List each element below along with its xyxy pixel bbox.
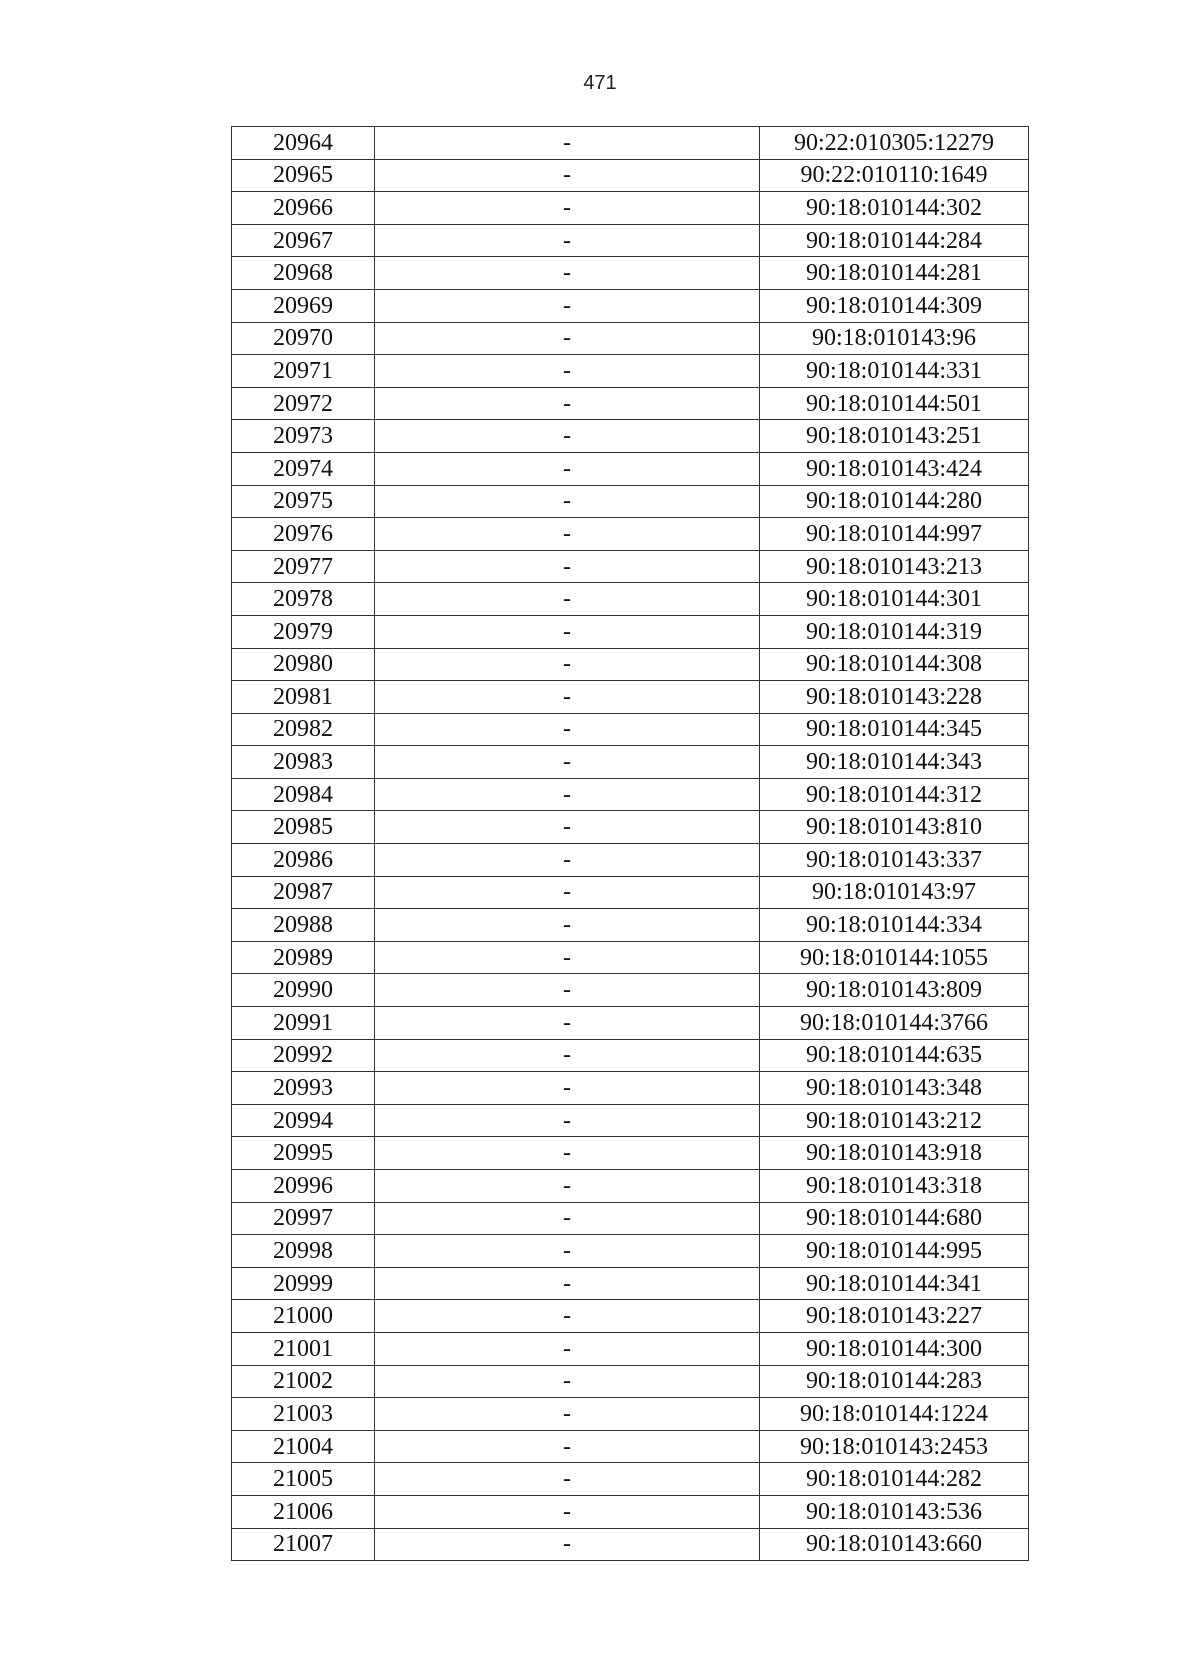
placeholder-cell: -	[375, 1235, 760, 1268]
row-number-cell: 20985	[232, 811, 375, 844]
table-row	[232, 648, 1029, 681]
placeholder-cell: -	[375, 583, 760, 616]
placeholder-cell: -	[375, 713, 760, 746]
table-row	[232, 355, 1029, 388]
placeholder-cell: -	[375, 1398, 760, 1431]
row-number-cell: 20967	[232, 224, 375, 257]
table-row	[232, 192, 1029, 225]
row-number-cell: 20993	[232, 1072, 375, 1105]
registry-table	[231, 126, 1029, 1561]
row-number-cell: 20987	[232, 876, 375, 909]
cadastral-number-cell: 90:18:010144:280	[760, 485, 1029, 518]
placeholder-cell: -	[375, 192, 760, 225]
row-number-cell: 20992	[232, 1039, 375, 1072]
row-number-cell: 20990	[232, 974, 375, 1007]
row-number-cell: 20989	[232, 941, 375, 974]
placeholder-cell: -	[375, 1137, 760, 1170]
cadastral-number-cell: 90:18:010143:660	[760, 1528, 1029, 1561]
placeholder-cell: -	[375, 778, 760, 811]
table-row	[232, 876, 1029, 909]
row-number-cell: 20980	[232, 648, 375, 681]
placeholder-cell: -	[375, 550, 760, 583]
table-row	[232, 778, 1029, 811]
cadastral-number-cell: 90:18:010143:809	[760, 974, 1029, 1007]
table-row	[232, 485, 1029, 518]
cadastral-number-cell: 90:18:010144:997	[760, 518, 1029, 551]
row-number-cell: 20964	[232, 127, 375, 160]
cadastral-number-cell: 90:18:010143:2453	[760, 1430, 1029, 1463]
table-row	[232, 681, 1029, 714]
table-row	[232, 974, 1029, 1007]
table-row	[232, 1528, 1029, 1561]
placeholder-cell: -	[375, 648, 760, 681]
table-row	[232, 420, 1029, 453]
table-row	[232, 224, 1029, 257]
row-number-cell: 20984	[232, 778, 375, 811]
cadastral-number-cell: 90:18:010144:309	[760, 289, 1029, 322]
row-number-cell: 20972	[232, 387, 375, 420]
row-number-cell: 21001	[232, 1332, 375, 1365]
table-row	[232, 1398, 1029, 1431]
cadastral-number-cell: 90:18:010144:281	[760, 257, 1029, 290]
table-row	[232, 615, 1029, 648]
row-number-cell: 21006	[232, 1495, 375, 1528]
cadastral-number-cell: 90:18:010144:995	[760, 1235, 1029, 1268]
row-number-cell: 20979	[232, 615, 375, 648]
row-number-cell: 20998	[232, 1235, 375, 1268]
table-row	[232, 1235, 1029, 1268]
placeholder-cell: -	[375, 1463, 760, 1496]
table-row	[232, 713, 1029, 746]
placeholder-cell: -	[375, 420, 760, 453]
row-number-cell: 20995	[232, 1137, 375, 1170]
row-number-cell: 20982	[232, 713, 375, 746]
placeholder-cell: -	[375, 746, 760, 779]
placeholder-cell: -	[375, 681, 760, 714]
row-number-cell: 20983	[232, 746, 375, 779]
cadastral-number-cell: 90:18:010143:810	[760, 811, 1029, 844]
row-number-cell: 20975	[232, 485, 375, 518]
placeholder-cell: -	[375, 1202, 760, 1235]
table-row	[232, 1072, 1029, 1105]
placeholder-cell: -	[375, 257, 760, 290]
row-number-cell: 20994	[232, 1104, 375, 1137]
row-number-cell: 20974	[232, 452, 375, 485]
cadastral-number-cell: 90:22:010110:1649	[760, 159, 1029, 192]
cadastral-number-cell: 90:18:010144:283	[760, 1365, 1029, 1398]
placeholder-cell: -	[375, 387, 760, 420]
table-row	[232, 127, 1029, 160]
cadastral-number-cell: 90:18:010144:345	[760, 713, 1029, 746]
placeholder-cell: -	[375, 1007, 760, 1040]
placeholder-cell: -	[375, 1300, 760, 1333]
placeholder-cell: -	[375, 1104, 760, 1137]
cadastral-number-cell: 90:18:010143:228	[760, 681, 1029, 714]
table-row	[232, 941, 1029, 974]
table-row	[232, 1332, 1029, 1365]
row-number-cell: 21002	[232, 1365, 375, 1398]
placeholder-cell: -	[375, 1170, 760, 1203]
placeholder-cell: -	[375, 1072, 760, 1105]
table-row	[232, 322, 1029, 355]
placeholder-cell: -	[375, 485, 760, 518]
table-row	[232, 1430, 1029, 1463]
cadastral-number-cell: 90:18:010144:3766	[760, 1007, 1029, 1040]
cadastral-number-cell: 90:18:010144:282	[760, 1463, 1029, 1496]
registry-table-body	[232, 127, 1029, 1561]
cadastral-number-cell: 90:18:010144:1055	[760, 941, 1029, 974]
placeholder-cell: -	[375, 452, 760, 485]
row-number-cell: 21004	[232, 1430, 375, 1463]
cadastral-number-cell: 90:18:010143:348	[760, 1072, 1029, 1105]
row-number-cell: 21005	[232, 1463, 375, 1496]
row-number-cell: 20999	[232, 1267, 375, 1300]
cadastral-number-cell: 90:18:010144:1224	[760, 1398, 1029, 1431]
cadastral-number-cell: 90:18:010144:319	[760, 615, 1029, 648]
cadastral-number-cell: 90:22:010305:12279	[760, 127, 1029, 160]
cadastral-number-cell: 90:18:010143:97	[760, 876, 1029, 909]
row-number-cell: 20977	[232, 550, 375, 583]
row-number-cell: 20991	[232, 1007, 375, 1040]
table-row	[232, 1365, 1029, 1398]
row-number-cell: 20973	[232, 420, 375, 453]
cadastral-number-cell: 90:18:010143:213	[760, 550, 1029, 583]
table-row	[232, 1463, 1029, 1496]
cadastral-number-cell: 90:18:010143:337	[760, 844, 1029, 877]
cadastral-number-cell: 90:18:010144:308	[760, 648, 1029, 681]
cadastral-number-cell: 90:18:010144:341	[760, 1267, 1029, 1300]
row-number-cell: 20978	[232, 583, 375, 616]
row-number-cell: 20996	[232, 1170, 375, 1203]
placeholder-cell: -	[375, 127, 760, 160]
table-row	[232, 1267, 1029, 1300]
cadastral-number-cell: 90:18:010144:680	[760, 1202, 1029, 1235]
cadastral-number-cell: 90:18:010144:284	[760, 224, 1029, 257]
placeholder-cell: -	[375, 159, 760, 192]
table-row	[232, 1104, 1029, 1137]
placeholder-cell: -	[375, 1365, 760, 1398]
page-number: 471	[583, 72, 617, 94]
placeholder-cell: -	[375, 1267, 760, 1300]
cadastral-number-cell: 90:18:010144:331	[760, 355, 1029, 388]
placeholder-cell: -	[375, 289, 760, 322]
placeholder-cell: -	[375, 615, 760, 648]
table-row	[232, 583, 1029, 616]
placeholder-cell: -	[375, 518, 760, 551]
placeholder-cell: -	[375, 844, 760, 877]
row-number-cell: 20970	[232, 322, 375, 355]
row-number-cell: 21003	[232, 1398, 375, 1431]
cadastral-number-cell: 90:18:010143:96	[760, 322, 1029, 355]
row-number-cell: 20988	[232, 909, 375, 942]
cadastral-number-cell: 90:18:010143:212	[760, 1104, 1029, 1137]
row-number-cell: 20997	[232, 1202, 375, 1235]
cadastral-number-cell: 90:18:010144:301	[760, 583, 1029, 616]
row-number-cell: 21007	[232, 1528, 375, 1561]
table-row	[232, 1170, 1029, 1203]
cadastral-number-cell: 90:18:010143:918	[760, 1137, 1029, 1170]
row-number-cell: 20968	[232, 257, 375, 290]
cadastral-number-cell: 90:18:010143:424	[760, 452, 1029, 485]
cadastral-number-cell: 90:18:010144:312	[760, 778, 1029, 811]
cadastral-number-cell: 90:18:010143:536	[760, 1495, 1029, 1528]
table-row	[232, 1137, 1029, 1170]
placeholder-cell: -	[375, 322, 760, 355]
placeholder-cell: -	[375, 941, 760, 974]
table-row	[232, 1039, 1029, 1072]
placeholder-cell: -	[375, 1332, 760, 1365]
placeholder-cell: -	[375, 811, 760, 844]
placeholder-cell: -	[375, 876, 760, 909]
table-row	[232, 518, 1029, 551]
placeholder-cell: -	[375, 1039, 760, 1072]
row-number-cell: 20986	[232, 844, 375, 877]
table-row	[232, 1495, 1029, 1528]
table-row	[232, 257, 1029, 290]
placeholder-cell: -	[375, 224, 760, 257]
cadastral-number-cell: 90:18:010143:251	[760, 420, 1029, 453]
cadastral-number-cell: 90:18:010144:302	[760, 192, 1029, 225]
table-row	[232, 1202, 1029, 1235]
table-row	[232, 452, 1029, 485]
table-row	[232, 909, 1029, 942]
row-number-cell: 20976	[232, 518, 375, 551]
cadastral-number-cell: 90:18:010144:300	[760, 1332, 1029, 1365]
row-number-cell: 20965	[232, 159, 375, 192]
row-number-cell: 20981	[232, 681, 375, 714]
cadastral-number-cell: 90:18:010143:227	[760, 1300, 1029, 1333]
placeholder-cell: -	[375, 1430, 760, 1463]
table-row	[232, 811, 1029, 844]
table-row	[232, 159, 1029, 192]
table-row	[232, 387, 1029, 420]
placeholder-cell: -	[375, 1528, 760, 1561]
table-row	[232, 1300, 1029, 1333]
table-row	[232, 289, 1029, 322]
table-row	[232, 550, 1029, 583]
cadastral-number-cell: 90:18:010144:334	[760, 909, 1029, 942]
cadastral-number-cell: 90:18:010144:343	[760, 746, 1029, 779]
table-row	[232, 746, 1029, 779]
cadastral-number-cell: 90:18:010144:501	[760, 387, 1029, 420]
row-number-cell: 20969	[232, 289, 375, 322]
row-number-cell: 20966	[232, 192, 375, 225]
row-number-cell: 21000	[232, 1300, 375, 1333]
table-row	[232, 1007, 1029, 1040]
placeholder-cell: -	[375, 909, 760, 942]
placeholder-cell: -	[375, 1495, 760, 1528]
placeholder-cell: -	[375, 355, 760, 388]
row-number-cell: 20971	[232, 355, 375, 388]
cadastral-number-cell: 90:18:010143:318	[760, 1170, 1029, 1203]
placeholder-cell: -	[375, 974, 760, 1007]
cadastral-number-cell: 90:18:010144:635	[760, 1039, 1029, 1072]
table-row	[232, 844, 1029, 877]
